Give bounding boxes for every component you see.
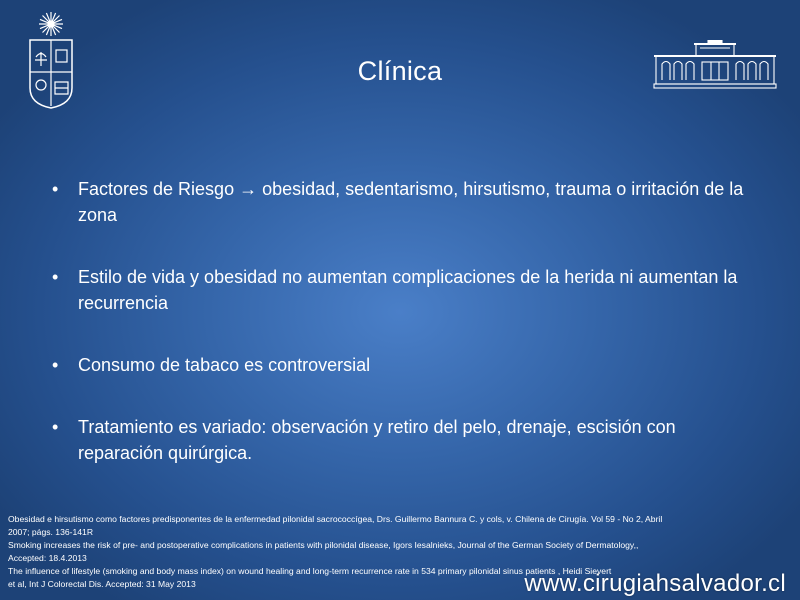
reference-line: 2007; págs. 136-141R [8,527,94,537]
bullet-marker: • [52,355,59,375]
bullet-item [50,176,750,228]
reference-line: Accepted: 18.4.2013 [8,553,87,563]
bullet-marker: • [52,179,59,199]
reference-line: Obesidad e hirsutismo como factores predisponentes de la enfermedad pilonidal sacrococcígea, Drs. Guillermo Bannura C. y cols, v. Chilena de Cirugía. Vol 59 - No 2, Abril [8,514,663,524]
website-url: www.cirugiahsalvador.cl [524,570,786,597]
reference-line: et al, Int J Colorectal Dis. Accepted: 31 May 2013 [8,579,196,589]
bullet-marker: • [52,267,59,287]
bullet-item [50,352,750,378]
slide-title: Clínica [357,56,443,86]
bullet-list [50,176,750,466]
bullet-item [50,414,750,466]
bullet-marker: • [52,417,59,437]
reference-line: The influence of lifestyle (smoking and body mass index) on wound healing and long-term recurrence rate in 534 primary pilonidal sinus patients , Heidi Sievert [8,566,612,576]
bullet-text: Tratamiento es variado: observación y retiro del pelo, drenaje, escisión con reparación quirúrgica. [78,417,676,463]
bullet-text: Consumo de tabaco es controversial [78,355,371,375]
bullet-item [50,264,750,316]
bullet-text: Estilo de vida y obesidad no aumentan complicaciones de la herida ni aumentan la recurrencia [78,267,738,313]
reference-line: Smoking increases the risk of pre- and postoperative complications in patients with pilonidal disease, Igors Iesalnieks, Journal of the German Society of Dermatology,, [8,540,639,550]
bullet-text: Factores de Riesgo → obesidad, sedentarismo, hirsutismo, trauma o irritación de la zona [78,179,744,225]
